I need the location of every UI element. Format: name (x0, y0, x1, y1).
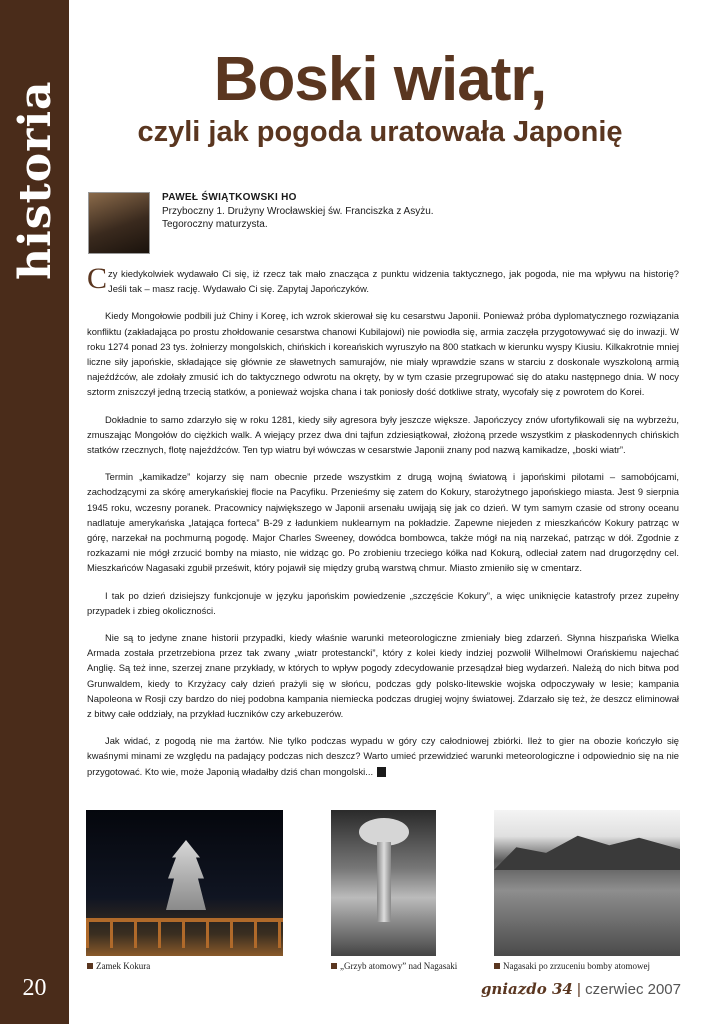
article-paragraph: I tak po dzień dzisiejszy funkcjonuje w języku japońskim powiedzenie „szczęście Kokury”, a więc uniknięcie katastrofy przez zupełny przypadek i zbieg okoliczności. (87, 589, 679, 616)
caption-mushroom-cloud (331, 961, 457, 971)
section-label: historia (10, 80, 61, 280)
hills-shape (494, 832, 680, 870)
fence-shape (86, 918, 283, 948)
author-name: PAWEŁ ŚWIĄTKOWSKI HO (162, 192, 297, 203)
photo-mushroom-cloud (331, 810, 436, 956)
author-photo (88, 192, 150, 254)
caption-square-icon (87, 963, 93, 969)
footer-issue (481, 980, 681, 998)
magazine-name: gniazdo 34 (480, 980, 573, 998)
article-paragraph-last (87, 733, 679, 779)
photo-nagasaki-ruins (494, 810, 680, 956)
article-subtitle: czyli jak pogoda uratowała Japonię (137, 116, 623, 148)
last-paragraph-text: Jak widać, z pogodą nie ma żartów. Nie tylko podczas wypadu w góry czy całodniowej zbiórki. Ileż to gier na obozie kończyło się kwaśnymi minami ze względu na padający podczas nich deszcz? Warto umieć przewidzieć warunki meteorologiczne i odpowiednio się na nie przygotować. Kto wie, może Japonią władałby dziś chan mongolski... (87, 735, 679, 777)
intro-text: zy kiedykolwiek wydawało Ci się, iż rzecz tak mało znacząca z punktu widzenia taktycznego, jak pogoda, nie ma wpływu na historię? Jeśli tak – masz rację. Wydawało Ci się. Zapytaj Japończyków. (108, 268, 679, 295)
article-paragraph: Nie są to jedyne znane historii przypadki, kiedy właśnie warunki meteorologiczne zmieniały bieg zdarzeń. Słynna hiszpańska Wielka Armada została przetrzebiona przez tak zwany „wiatr protestancki”, który z kolei kiedy indziej pozwolił Wilhelmowi Orańskiemu najechać Anglię. Są też inne, szerzej znane przykłady, w których to wpływ pogody zdecydowanie przesądzał bieg wydarzeń. Należą do nich bitwa pod Grunwaldem, kiedy to Krzyżacy cały dzień prażyli się w słońcu, podczas gdy polsko-litewskie wojska odpoczywały w lesie; kampania Napoleona w Rosji czy bardzo do niej podobna kampania niemiecka podczas drugiej wojny światowej. Zdarzało się też, że deszcz eliminował z bitwy całe oddziały, na przykład łuczników czy arkebuzerów. (87, 632, 679, 720)
article-paragraph: Dokładnie to samo zdarzyło się w roku 1281, kiedy siły agresora były jeszcze większe. Japończycy znów ufortyfikowali się na wybrzeżu, zmuszając Mongołów do ciężkich walk. A wiejący przez dwa dni tajfun zdziesiątkował, złożoną przede wszystkim z płaskodennych chińskich statków rzecznych, flotę najeźdźców. Ten typ wiatru był wówczas w cesarstwie Japonii znany pod nazwą kamikadze, „boski wiatr”. (87, 413, 679, 456)
caption-square-icon (331, 963, 337, 969)
caption-text: Zamek Kokura (96, 961, 151, 971)
end-of-article-icon (377, 767, 386, 777)
caption-text: „Grzyb atomowy” nad Nagasaki (340, 961, 458, 971)
caption-kokura (87, 961, 150, 971)
photo-kokura-castle (86, 810, 283, 956)
caption-square-icon (494, 963, 500, 969)
cloud-stem-shape (377, 842, 391, 922)
castle-shape (166, 840, 206, 910)
caption-nagasaki (494, 961, 650, 971)
drop-cap: C (87, 262, 108, 295)
article-title: Boski wiatr, (213, 45, 547, 114)
issue-date: czerwiec 2007 (585, 981, 681, 998)
author-description: Przyboczny 1. Drużyny Wrocławskiej św. Franciszka z Asyżu. (162, 206, 434, 217)
article-paragraph: Termin „kamikadze” kojarzy się nam obecnie przede wszystkim z drugą wojną światową i japońskimi pilotami – samobójcami, zachodzącymi za skórę amerykańskiej flocie na Pacyfiku. Przenieśmy się zatem do Kokury, starożytnego japońskiego miasta. Jest 9 sierpnia 1945 roku, wczesny poranek. Pracownicy największego w Japonii arsenału uwijają się jak co dzień. W tym samym czasie od strony oceanu nadlatuje amerykańska „latająca forteca” B-29 z ładunkiem nuklearnym na pokładzie. Zapewne niejeden z mieszkańców Kokury patrząc w górę, narzekał na pochmurną pogodę. Major Charles Sweeney, dowódca bombowca, także mógł na nią narzekać, patrząc w dół. Zgodnie z rozkazami nie mógł zrzucić bomby na miasto, nie widząc go. Po zrobieniu trzeciego kółka nad Kokurą, odleciał zatem nad drugorzędny cel. Mieszkańców Nagasaki zgubił prześwit, który pojawił się między grubą warstwą chmur. Miasto zmieniło się w cmentarz. (87, 471, 679, 574)
caption-text: Nagasaki po zrzuceniu bomby atomowej (503, 961, 650, 971)
article-paragraph-intro (87, 262, 679, 296)
article-paragraph: Kiedy Mongołowie podbili już Chiny i Koreę, ich wzrok skierował się ku cesarstwu Japonii. Ponieważ próba dyplomatycznego rozwiązania konfliktu (zakładająca po prostu zhołdowanie cesarstwa chanowi Kubilajowi) nie powiodła się, armia zaczęła przygotowywać się do inwazji. W roku 1274 ponad 23 tys. żołnierzy mongolskich, chińskich i koreańskich wyruszyło na 800 statkach w kierunku wyspy Kiusiu. Kilkakrotnie mniej liczne siły japońskie, składające się głównie ze sławetnych samurajów, nie miały wprawdzie szans w starciu z doskonale wyszkoloną armią najeźdźców, ale zdołały zmusić ich do taktycznego odwrotu na okręty, by w tym czasie przegrupować się do ataku następnego dnia. W nocy sztorm zniszczył jedną trzecią statków, a ponieważ wojska chana i tak poniosły dość dotkliwe straty, wycofały się z powrotem do Korei. (87, 310, 679, 398)
corner-logo-block (0, 0, 69, 92)
article-body (87, 262, 679, 791)
footer-separator: | (577, 981, 581, 998)
author-description-2: Tegoroczny maturzysta. (162, 219, 268, 230)
page-number: 20 (22, 975, 47, 1001)
